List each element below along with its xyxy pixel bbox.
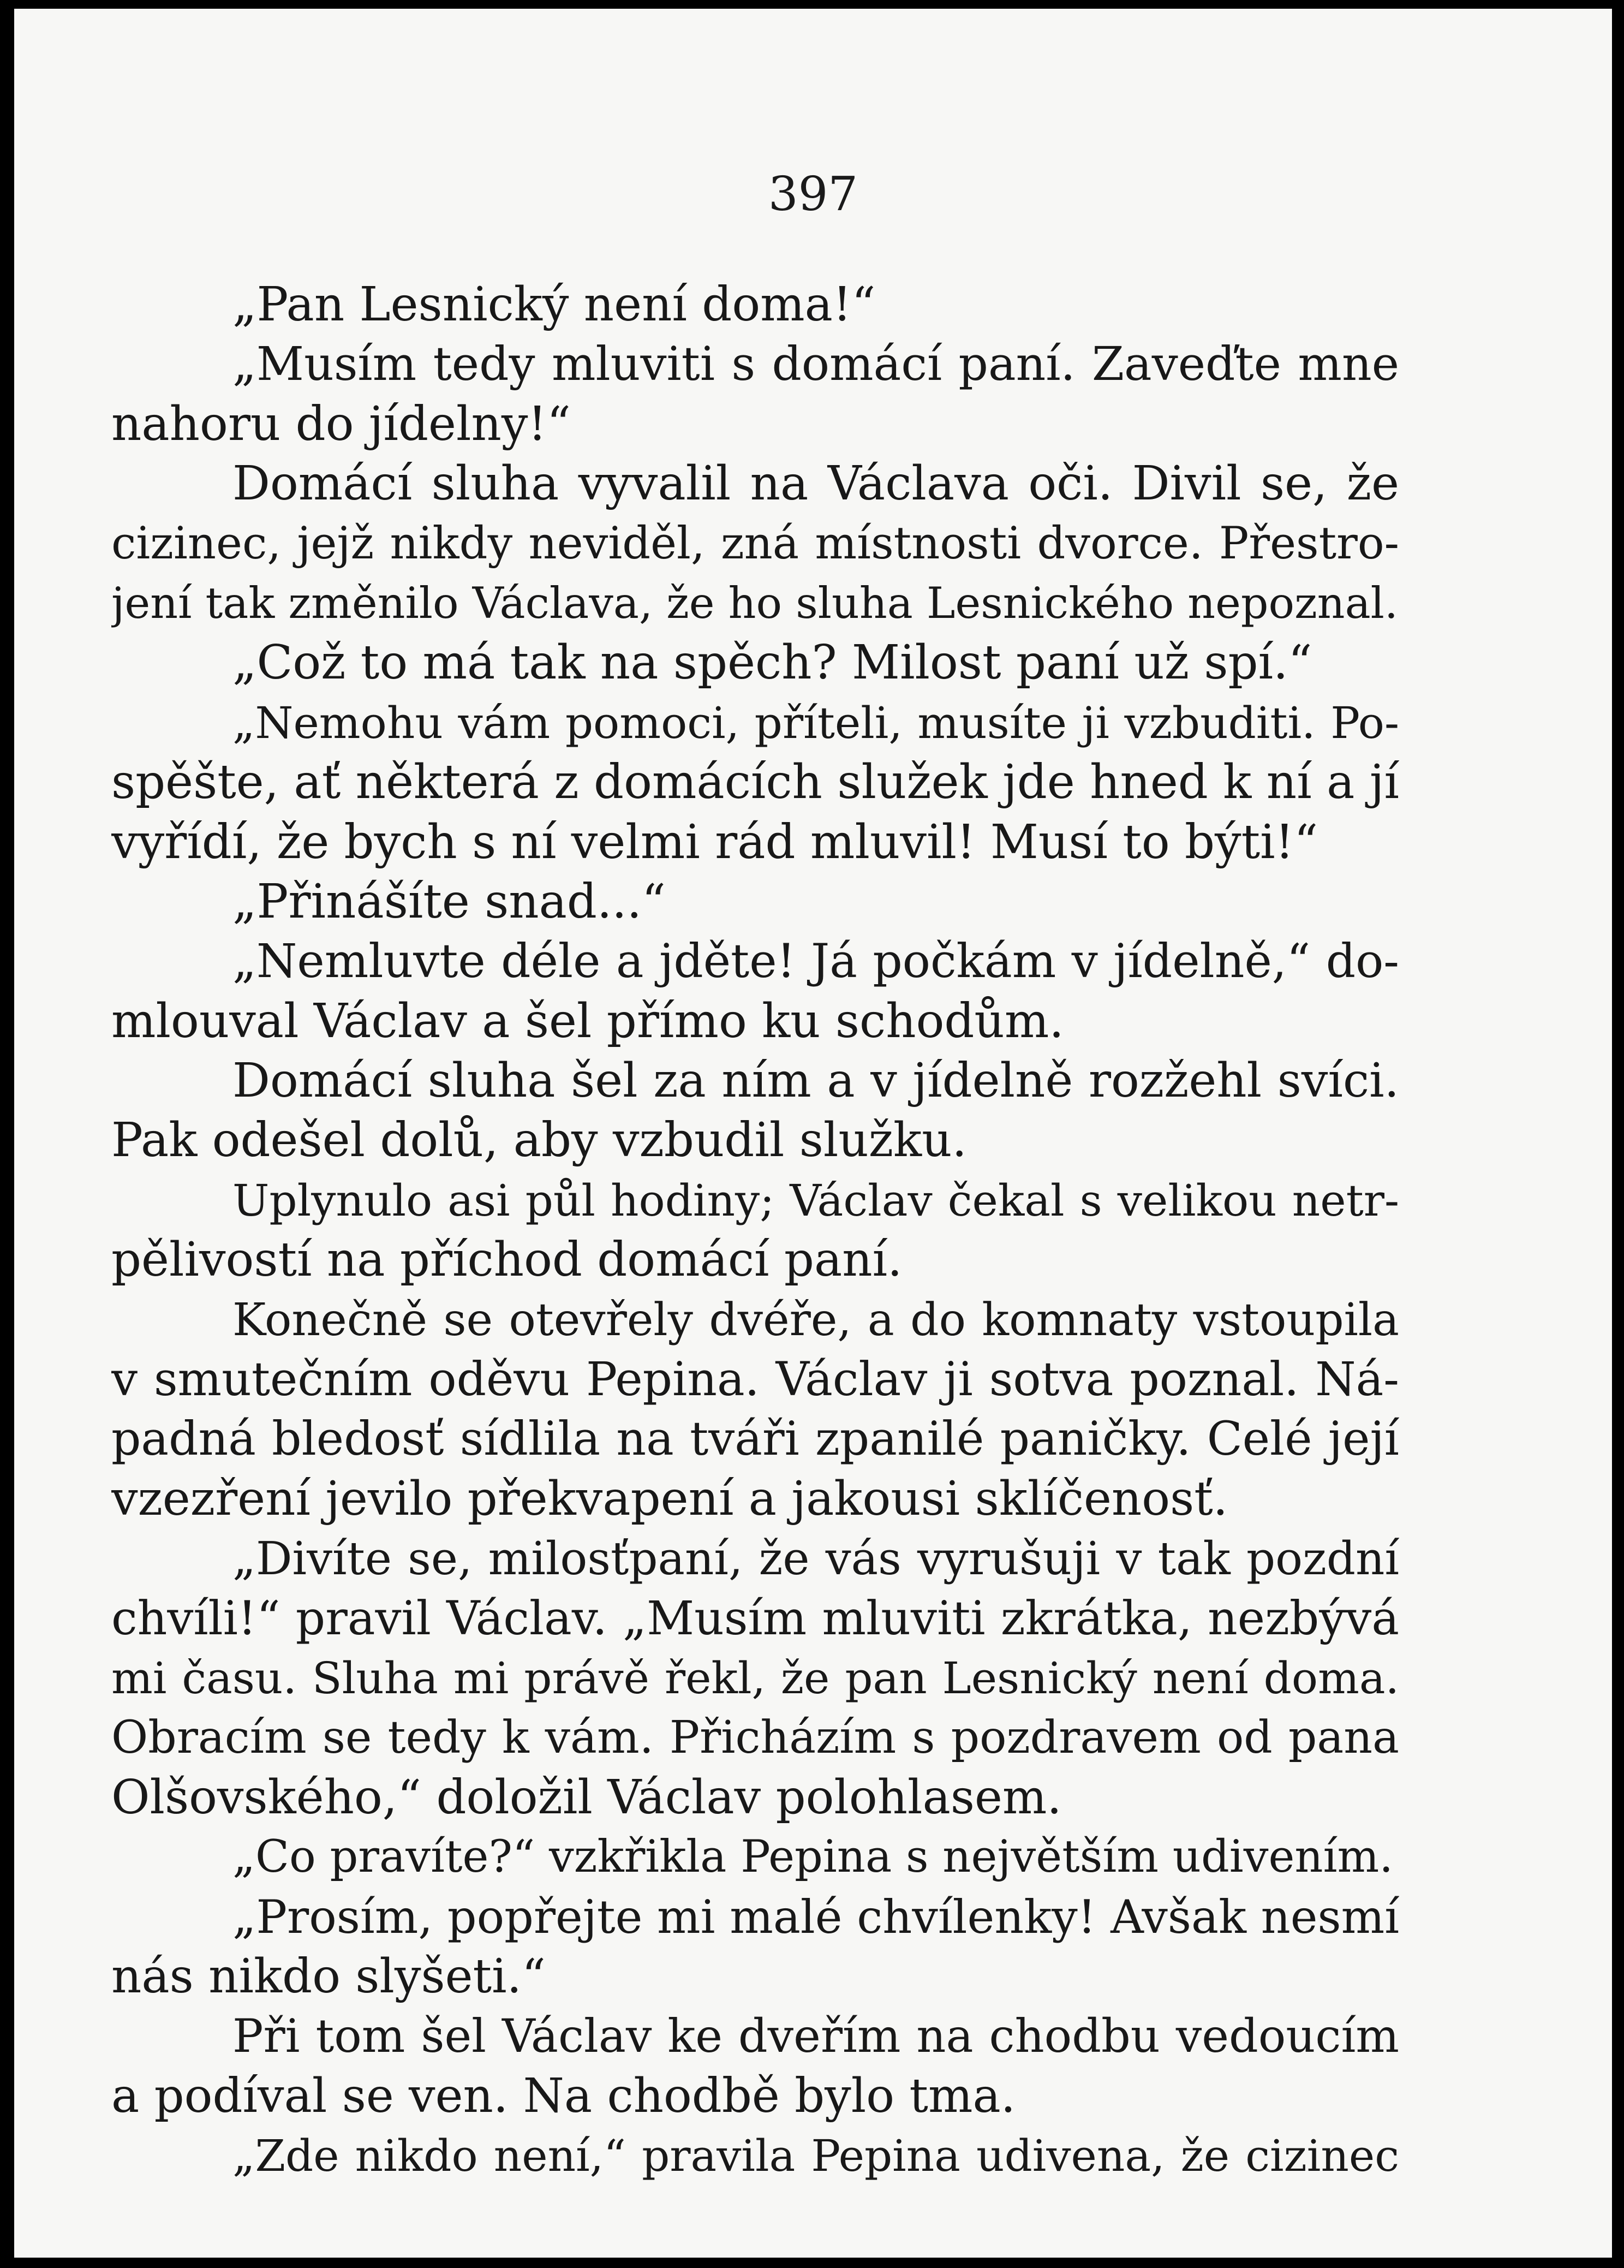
text-line: jení tak změnilo Václava, že ho sluha Lesnického nepoznal. xyxy=(111,578,1399,628)
text-line: Pak odešel dolů, aby vzbudil služku. xyxy=(111,1113,967,1168)
text-line: spěšte, ať některá z domácích služek jde hned k ní a jí xyxy=(111,755,1399,810)
text-line: „Přinášíte snad...“ xyxy=(232,874,666,929)
text-line: Domácí sluha vyvalil na Václava oči. Divil se, že xyxy=(232,456,1399,511)
text-line: nás nikdo slyšeti.“ xyxy=(111,1949,546,2004)
text-line: Domácí sluha šel za ním a v jídelně rozžehl svíci. xyxy=(232,1053,1399,1109)
text-line: Obracím se tedy k vám. Přicházím s pozdravem od pana xyxy=(111,1712,1399,1764)
text-line: „Pan Lesnický není doma!“ xyxy=(232,277,876,332)
body-text xyxy=(111,275,1399,2186)
text-line: Konečně se otevřely dvéře, a do komnaty vstoupila xyxy=(232,1294,1399,1346)
text-line: a podíval se ven. Na chodbě bylo tma. xyxy=(111,2068,1016,2123)
text-line: nahoru do jídelny!“ xyxy=(111,396,571,451)
text-line: vyřídí, že bych s ní velmi rád mluvil! Musí to býti!“ xyxy=(111,814,1318,870)
text-line: chvíli!“ pravil Václav. „Musím mluviti zkrátka, nezbývá xyxy=(111,1591,1399,1646)
text-line: cizinec, jejž nikdy neviděl, zná místnosti dvorce. Přestro- xyxy=(111,517,1399,569)
text-line: „Prosím, popřejte mi malé chvílenky! Avšak nesmí xyxy=(232,1890,1399,1944)
text-line: „Nemluvte déle a jděte! Já počkám v jídelně,“ do- xyxy=(232,934,1399,989)
text-line: Uplynulo asi půl hodiny; Václav čekal s velikou netr- xyxy=(232,1175,1399,1226)
text-line: „Což to má tak na spěch? Milost paní už spí.“ xyxy=(232,635,1312,690)
book-page xyxy=(14,9,1612,2258)
page-number: 397 xyxy=(768,167,858,222)
text-line: „Divíte se, milosťpaní, že vás vyrušuji v tak pozdní xyxy=(232,1532,1399,1586)
text-line: „Musím tedy mluviti s domácí paní. Zaveďte mne xyxy=(232,337,1399,392)
text-line: Při tom šel Václav ke dveřím na chodbu vedoucím xyxy=(232,2009,1399,2063)
text-line: „Nemohu vám pomoci, příteli, musíte ji vzbuditi. Po- xyxy=(232,697,1399,748)
text-line: mlouval Václav a šel přímo ku schodům. xyxy=(111,993,1064,1049)
text-line: pělivostí na příchod domácí paní. xyxy=(111,1233,903,1288)
text-line: vzezření jevilo překvapení a jakousi sklíčenosť. xyxy=(111,1471,1228,1526)
text-line: Olšovského,“ doložil Václav polohlasem. xyxy=(111,1770,1062,1825)
text-line: v smutečním oděvu Pepina. Václav ji sotva poznal. Ná- xyxy=(111,1353,1399,1407)
text-line: mi času. Sluha mi právě řekl, že pan Lesnický není doma. xyxy=(111,1652,1399,1704)
text-line: padná bledosť sídlila na tváři zpanilé paničky. Celé její xyxy=(111,1412,1399,1467)
text-line: „Co pravíte?“ vzkřikla Pepina s největším udivením. xyxy=(232,1831,1394,1883)
text-line: „Zde nikdo není,“ pravila Pepina udivena, že cizinec xyxy=(232,2130,1399,2182)
